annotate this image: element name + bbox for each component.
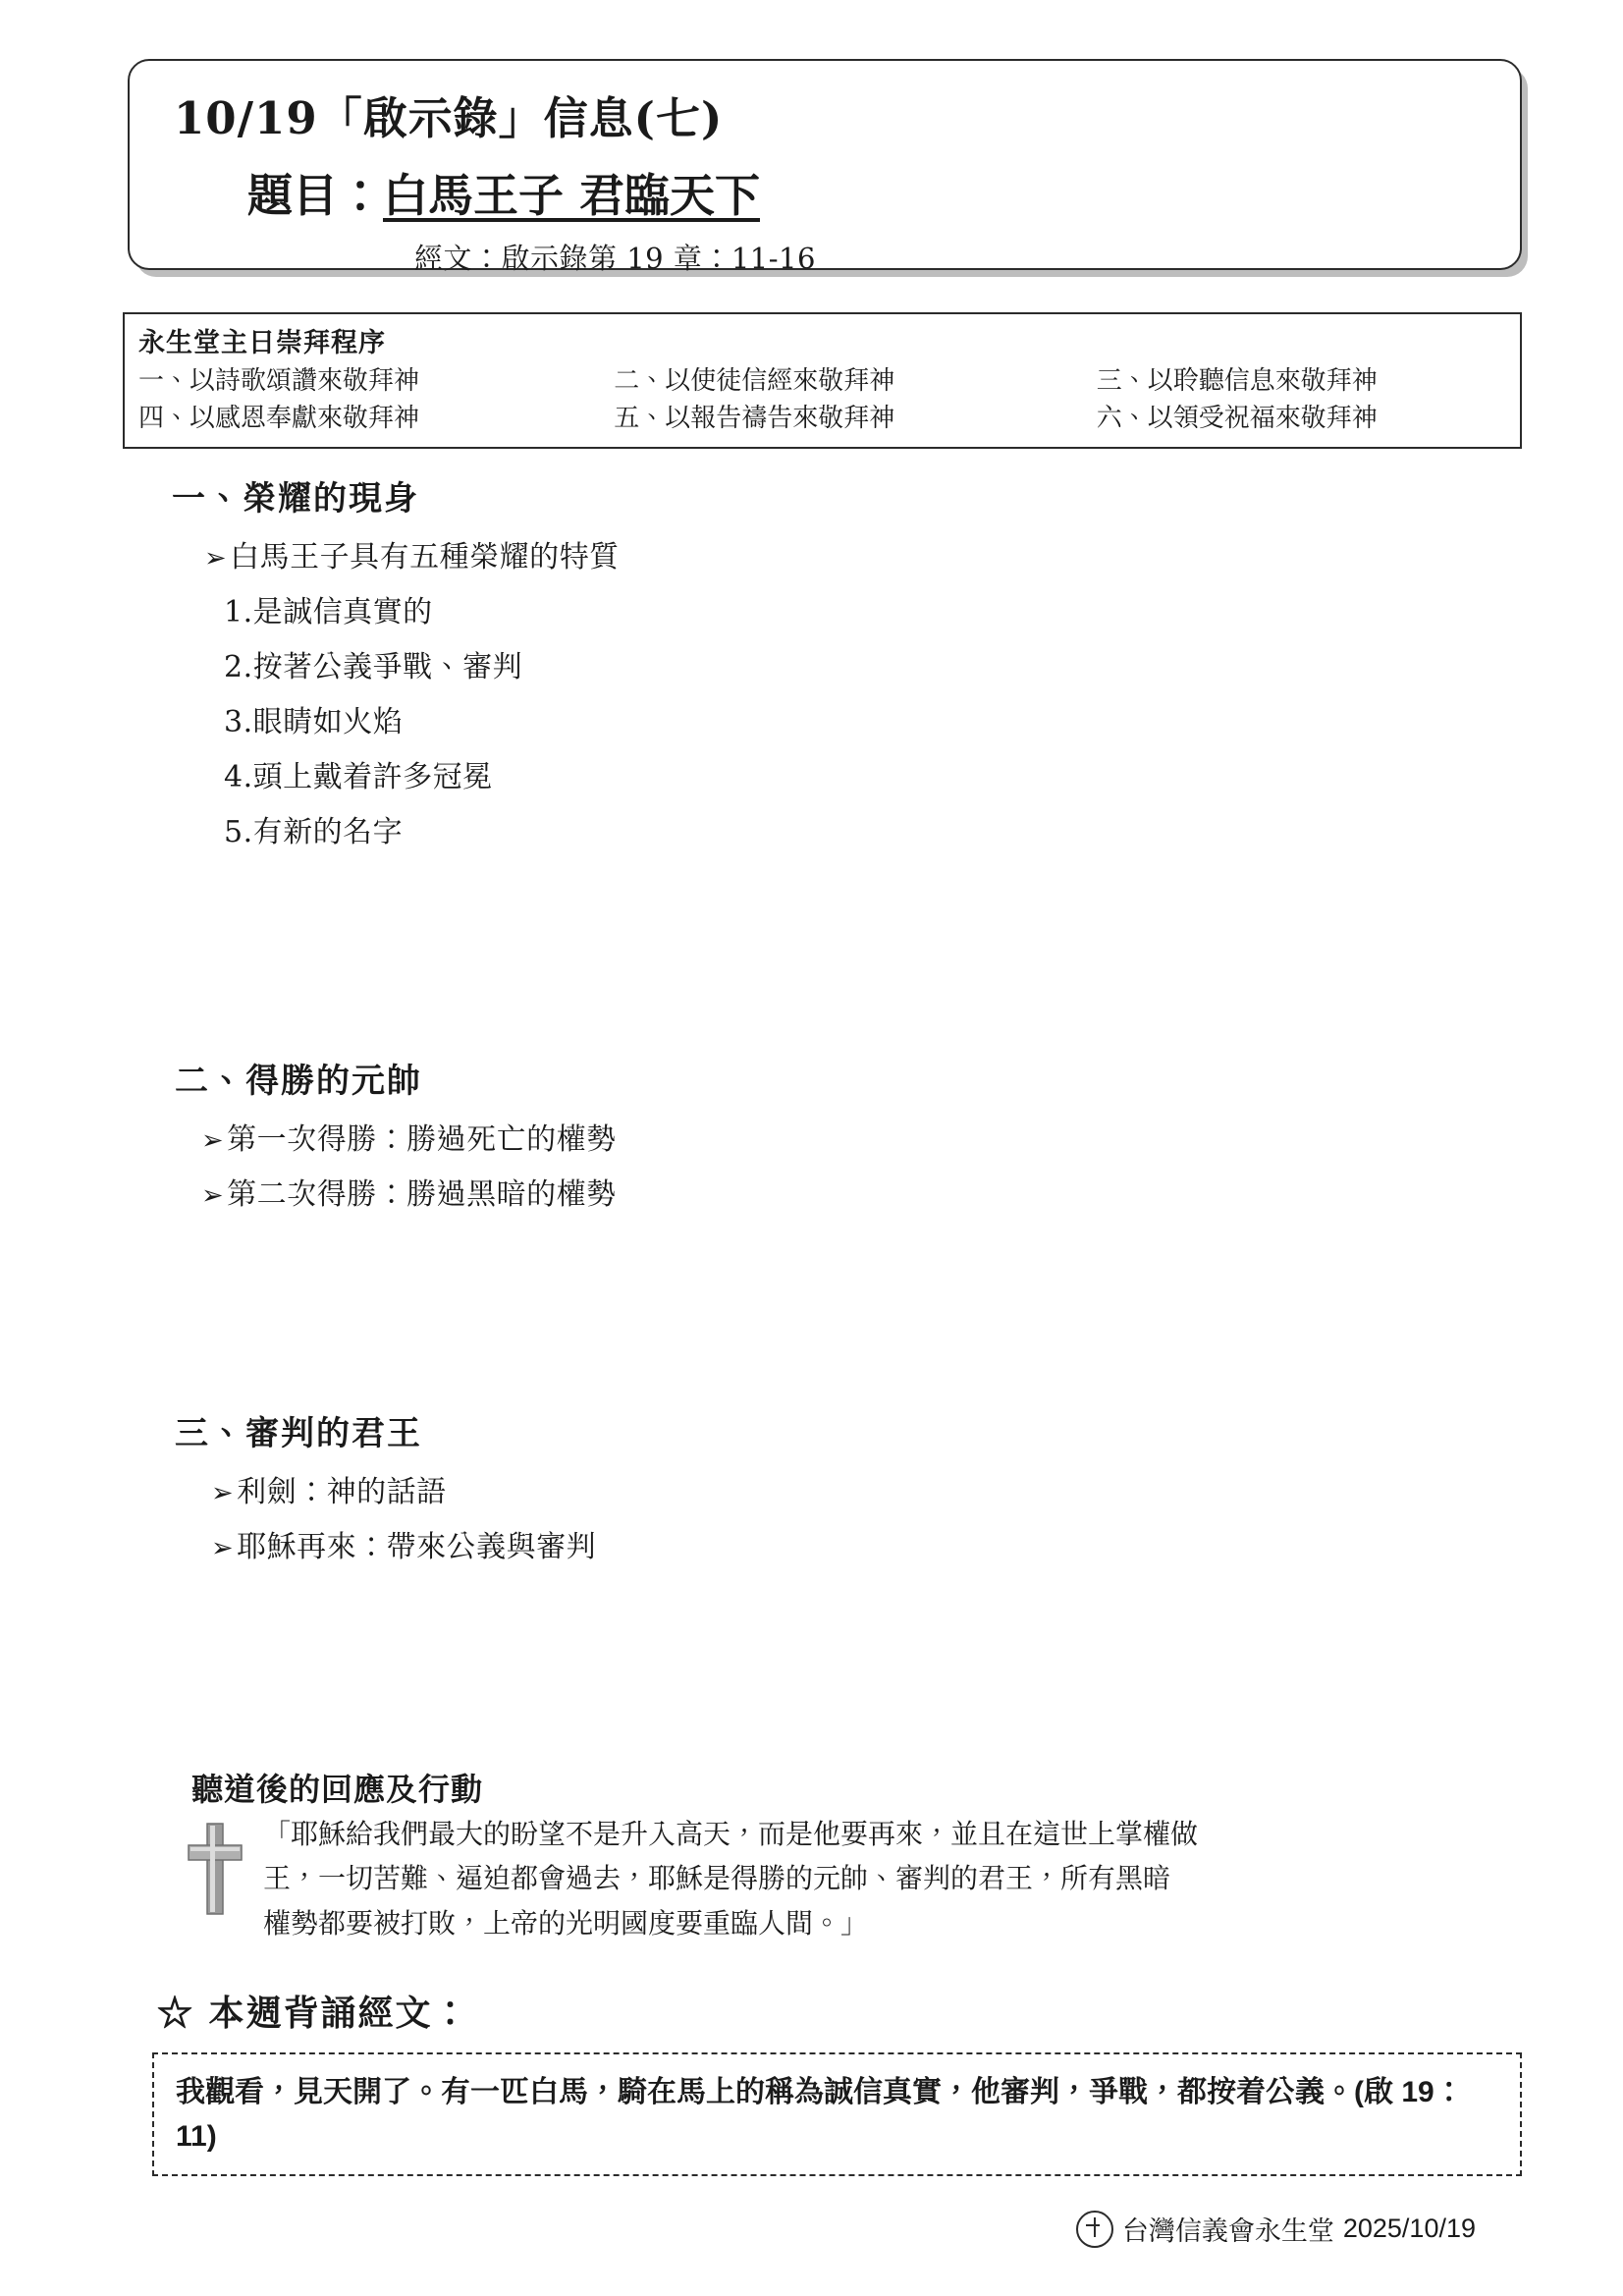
bullet-text: 利劍：神的話語 <box>237 1475 447 1509</box>
order-item: 三、以聆聽信息來敬拜神 <box>1096 366 1378 396</box>
order-of-worship-row-1 <box>138 363 1506 401</box>
section-2-bullet-1 <box>201 1115 617 1158</box>
footer <box>1076 2210 1476 2248</box>
order-of-worship-box <box>123 312 1522 449</box>
section-1-item-5: 5.有新的名字 <box>224 815 404 849</box>
section-3-bullet-1 <box>211 1467 447 1510</box>
arrow-bullet-icon: ➢ <box>211 1533 235 1563</box>
section-3-bullet-2 <box>211 1522 596 1565</box>
section-1-item-4: 4.頭上戴着許多冠冕 <box>224 760 493 794</box>
order-item: 六、以領受祝福來敬拜神 <box>1096 403 1378 433</box>
order-of-worship-row-2 <box>138 401 1506 438</box>
response-heading: 聽道後的回應及行動 <box>191 1771 484 1808</box>
footer-date: 2025/10/19 <box>1342 2214 1476 2243</box>
memory-verse-box: 我觀看，見天開了。有一匹白馬，騎在馬上的稱為誠信真實，他審判，爭戰，都按着公義。(啟 19：11) <box>152 2052 1522 2176</box>
order-item: 二、以使徒信經來敬拜神 <box>614 366 895 396</box>
bullet-text: 白馬王子具有五種榮耀的特質 <box>230 540 620 574</box>
response-quote-line-1: 「耶穌給我們最大的盼望不是升入高天，而是他要再來，並且在這世上掌權做 <box>263 1818 1199 1850</box>
section-1-item-2: 2.按著公義爭戰、審判 <box>224 650 523 684</box>
response-quote-line-3: 權勢都要被打敗，上帝的光明國度要重臨人間。」 <box>263 1906 869 1940</box>
section-1-bullet-1 <box>204 532 620 575</box>
response-quote <box>263 1812 1490 1945</box>
sermon-title-text: 白馬王子 君臨天下 <box>383 169 761 222</box>
order-item: 一、以詩歌頌讚來敬拜神 <box>138 366 420 396</box>
footer-church-name: 台灣信義會永生堂 <box>1121 2216 1334 2246</box>
order-item: 四、以感恩奉獻來敬拜神 <box>138 403 420 433</box>
sermon-series-line: 10/19「啟示錄」信息(七) <box>174 92 724 144</box>
memory-verse-heading: ☆ 本週背誦經文： <box>157 1993 470 2034</box>
bullet-text: 第二次得勝：勝過黑暗的權勢 <box>227 1177 617 1212</box>
bullet-text: 耶穌再來：帶來公義與審判 <box>237 1530 597 1564</box>
order-item: 五、以報告禱告來敬拜神 <box>614 403 895 433</box>
section-heading-1: 一、榮耀的現身 <box>172 479 419 519</box>
section-2-bullet-2 <box>201 1170 617 1213</box>
cross-icon <box>185 1822 245 1916</box>
sermon-title-prefix: 題目： <box>247 169 383 222</box>
arrow-bullet-icon: ➢ <box>211 1478 235 1508</box>
bullet-text: 第一次得勝：勝過死亡的權勢 <box>227 1122 617 1157</box>
church-logo-icon <box>1076 2211 1113 2248</box>
section-heading-3: 三、審判的君王 <box>175 1414 422 1453</box>
arrow-bullet-icon: ➢ <box>201 1125 225 1156</box>
section-1-item-3: 3.眼睛如火焰 <box>224 705 404 739</box>
arrow-bullet-icon: ➢ <box>204 543 228 574</box>
section-heading-2: 二、得勝的元帥 <box>175 1062 422 1101</box>
title-panel <box>128 59 1522 275</box>
arrow-bullet-icon: ➢ <box>201 1180 225 1211</box>
response-quote-line-2: 王，一切苦難、逼迫都會過去，耶穌是得勝的元帥、審判的君王，所有黑暗 <box>263 1862 1171 1895</box>
order-of-worship-title: 永生堂主日崇拜程序 <box>138 328 386 358</box>
section-1-item-1: 1.是誠信真實的 <box>224 595 433 629</box>
sermon-title-line <box>247 160 1520 225</box>
scripture-reference: 經文：啟示錄第 19 章：11-16 <box>414 242 816 275</box>
